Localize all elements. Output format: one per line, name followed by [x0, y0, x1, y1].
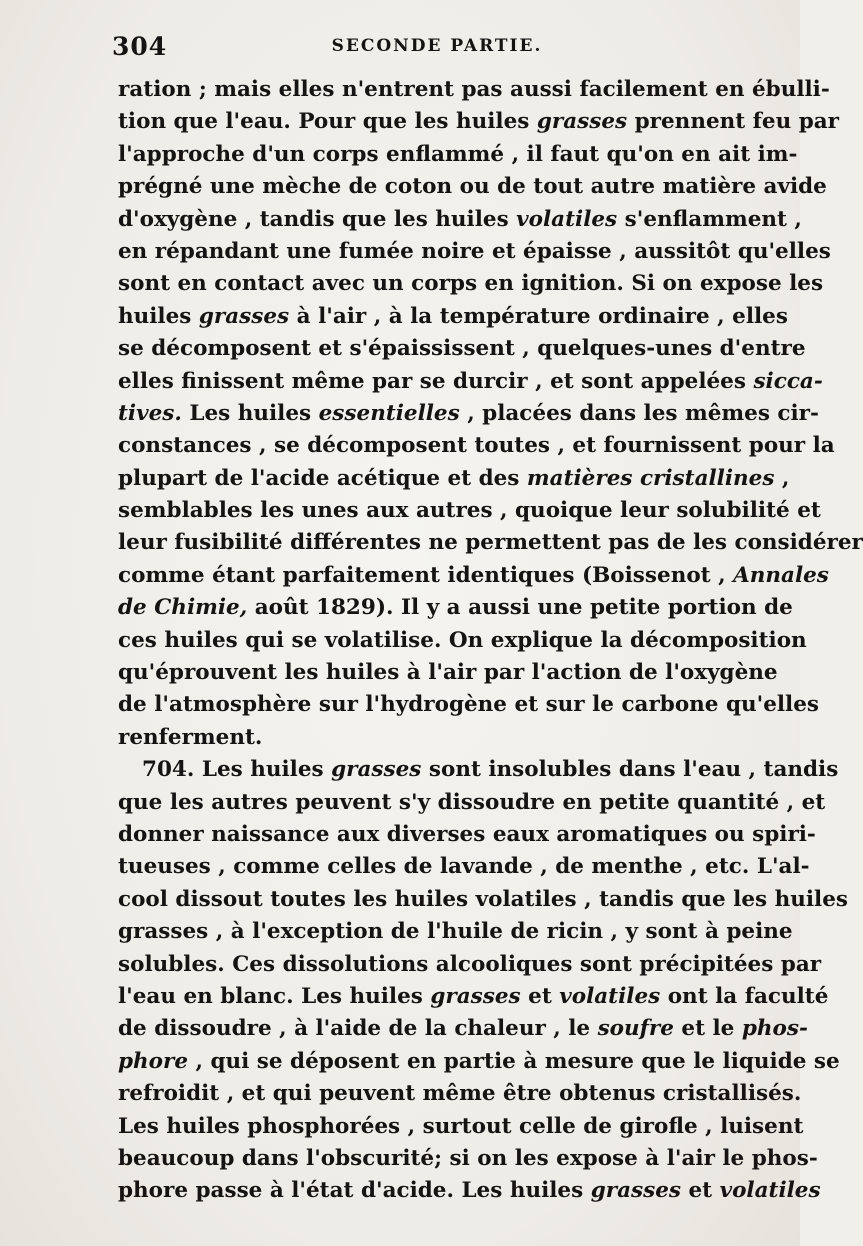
text-segment: août 1829). Il y a aussi une petite portion de	[247, 595, 793, 621]
text-segment: donner naissance aux diverses eaux aromatiques ou spiri-	[118, 821, 816, 847]
text-segment: tion que l'eau. Pour que les huiles	[118, 109, 537, 135]
italic-text: sicca-	[753, 368, 823, 394]
text-line	[118, 722, 762, 754]
text-segment: solubles. Ces dissolutions alcooliques sont précipitées par	[118, 951, 822, 977]
text-segment: , placées dans les mêmes cir-	[459, 400, 819, 426]
italic-text: grasses	[536, 109, 628, 135]
text-segment: renferment.	[118, 724, 263, 750]
italic-text: volatiles	[719, 1178, 821, 1204]
text-segment: elles finissent même par se durcir , et sont appelées	[118, 368, 754, 394]
text-segment: qu'éprouvent les huiles à l'air par l'action de l'oxygène	[118, 660, 778, 686]
text-segment: que les autres peuvent s'y dissoudre en petite quantité , et	[118, 789, 826, 815]
text-segment: s'enflamment ,	[617, 206, 802, 232]
italic-text: grasses	[590, 1178, 681, 1204]
text-segment: de dissoudre , à l'aide de la chaleur , le	[118, 1016, 598, 1042]
italic-text: grasses	[198, 303, 290, 329]
text-segment: comme étant parfaitement identiques (Boissenot ,	[118, 562, 734, 588]
text-segment: et	[681, 1178, 720, 1204]
text-line	[118, 527, 863, 559]
text-line	[118, 1046, 840, 1078]
text-segment: prégné une mèche de coton ou de tout autre matière avide	[118, 174, 827, 200]
italic-text: tives.	[118, 400, 182, 426]
text-segment: Les huiles phosphorées , surtout celle de girofle , luisent	[118, 1113, 804, 1139]
text-line	[118, 787, 826, 819]
text-segment: de l'atmosphère sur l'hydrogène et sur le carbone qu'elles	[118, 692, 820, 718]
text-segment: en répandant une fumée noire et épaisse , aussitôt qu'elles	[118, 238, 831, 264]
text-line	[118, 171, 827, 203]
italic-text: volatiles	[559, 983, 661, 1009]
text-line	[118, 139, 798, 171]
text-line	[118, 592, 793, 624]
text-line	[118, 981, 829, 1013]
italic-text: phore	[118, 1048, 189, 1074]
text-segment: d'oxygène , tandis que les huiles	[118, 206, 517, 232]
text-line	[118, 819, 816, 851]
text-segment: à l'air , à la température ordinaire , elles	[289, 303, 788, 329]
italic-text: volatiles	[516, 206, 618, 232]
text-segment: sont en contact avec un corps en ignition. Si on expose les	[118, 271, 824, 297]
text-line	[118, 689, 820, 721]
italic-text: phos-	[741, 1016, 808, 1042]
text-line	[118, 1078, 802, 1110]
italic-text: soufre	[597, 1016, 674, 1042]
text-line	[118, 430, 835, 462]
text-line	[118, 657, 778, 689]
text-segment: sont insolubles dans l'eau , tandis	[421, 757, 839, 783]
text-segment: constances , se décomposent toutes , et fournissent pour la	[118, 433, 835, 459]
italic-text: grasses	[331, 757, 422, 783]
body-text	[118, 74, 863, 1208]
text-line	[118, 1175, 821, 1207]
text-line	[118, 495, 821, 527]
text-segment: tueuses , comme celles de lavande , de menthe , etc. L'al-	[118, 854, 810, 880]
text-line	[118, 1111, 804, 1143]
text-line	[118, 1013, 808, 1045]
text-segment: se décomposent et s'épaississent , quelques-unes d'entre	[118, 336, 806, 362]
text-segment: prennent feu par	[627, 109, 840, 135]
text-line	[118, 301, 788, 333]
text-segment: cool dissout toutes les huiles volatiles , tandis que les huiles	[118, 886, 848, 912]
text-line	[118, 754, 839, 786]
text-segment: l'eau en blanc. Les huiles	[118, 983, 431, 1009]
italic-text: essentielles	[318, 400, 460, 426]
text-segment: Les huiles	[181, 400, 319, 426]
text-segment: ration ; mais elles n'entrent pas aussi facilement en ébulli-	[118, 77, 830, 102]
text-segment: ont la faculté	[660, 983, 829, 1009]
text-line	[118, 204, 802, 236]
text-line	[118, 74, 830, 106]
text-line	[118, 560, 829, 592]
italic-text: Annales	[733, 562, 829, 588]
text-line	[118, 1143, 818, 1175]
text-segment: l'approche d'un corps enflammé , il faut qu'on en ait im-	[118, 141, 798, 167]
text-line	[118, 366, 823, 398]
text-line	[118, 884, 848, 916]
text-line	[118, 398, 819, 430]
text-line	[118, 463, 790, 495]
text-line	[118, 916, 793, 948]
text-segment: beaucoup dans l'obscurité; si on les expose à l'air le phos-	[118, 1145, 818, 1171]
text-line	[118, 268, 824, 300]
text-segment: , qui se déposent en partie à mesure que le liquide se	[188, 1048, 840, 1074]
running-head: SECONDE PARTIE.	[331, 36, 543, 56]
text-segment: ces huiles qui se volatilise. On explique la décomposition	[118, 627, 807, 653]
italic-text: de Chimie,	[118, 595, 248, 621]
text-line	[118, 236, 831, 268]
text-segment: grasses , à l'exception de l'huile de ricin , y sont à peine	[118, 919, 793, 945]
page-number: 304	[112, 32, 168, 61]
text-segment: et	[520, 983, 560, 1009]
text-segment: phore passe à l'état d'acide. Les huiles	[118, 1178, 591, 1204]
text-segment: ,	[774, 465, 790, 491]
text-segment: plupart de l'acide acétique et des	[118, 465, 527, 491]
text-segment: huiles	[118, 303, 199, 329]
page-header	[112, 30, 762, 64]
text-segment: refroidit , et qui peuvent même être obtenus cristallisés.	[118, 1081, 802, 1107]
text-segment: semblables les unes aux autres , quoique leur solubilité et	[118, 498, 821, 524]
text-line	[118, 625, 807, 657]
text-segment: leur fusibilité différentes ne permettent pas de les considérer	[118, 530, 863, 556]
text-line	[118, 333, 806, 365]
italic-text: matières cristallines	[526, 465, 775, 491]
text-segment: 704. Les huiles	[142, 757, 332, 783]
italic-text: grasses	[430, 983, 521, 1009]
text-line	[118, 851, 810, 883]
text-line	[118, 949, 822, 981]
text-segment: et le	[673, 1016, 742, 1042]
text-line	[118, 106, 840, 138]
